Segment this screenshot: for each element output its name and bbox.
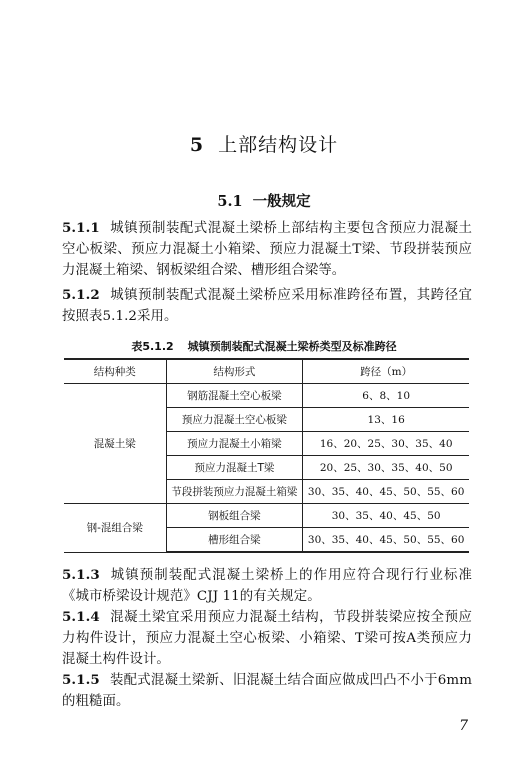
- form-cell: 预应力混凝土T梁: [166, 456, 303, 480]
- table-number: 表5.1.2: [131, 340, 174, 353]
- clause-5-1-4: [62, 607, 472, 670]
- clause-5-1-5: [62, 670, 472, 712]
- span-cell: 20、25、30、35、40、50: [303, 456, 469, 480]
- header-structure-form: 结构形式: [166, 359, 303, 384]
- clause-5-1-1: [62, 218, 472, 281]
- table-caption: [0, 338, 528, 354]
- type-cell: 钢-混组合梁: [64, 504, 166, 553]
- span-cell: 13、16: [303, 408, 469, 432]
- form-cell: 节段拼装预应力混凝土箱梁: [166, 480, 303, 504]
- span-table: [64, 358, 469, 553]
- table-header-row: [64, 359, 469, 384]
- form-cell: 预应力混凝土小箱梁: [166, 432, 303, 456]
- clause-number: 5.1.3: [62, 567, 100, 583]
- span-cell: 16、20、25、30、35、40: [303, 432, 469, 456]
- clause-text: 城镇预制装配式混凝土梁桥上的作用应符合现行行业标准《城市桥梁设计规范》CJJ 11的有关规定。: [62, 568, 472, 604]
- clause-5-1-2: [62, 285, 472, 327]
- header-span: 跨径（m）: [303, 359, 469, 384]
- section-title: 一般规定: [252, 193, 311, 210]
- span-cell: 30、35、40、45、50、55、60: [303, 528, 469, 553]
- clause-number: 5.1.5: [62, 672, 100, 688]
- table-title: 城镇预制装配式混凝土梁桥类型及标准跨径: [187, 340, 397, 353]
- chapter-heading: [0, 130, 528, 157]
- section-number: 5.1: [217, 193, 243, 210]
- page-number: 7: [459, 718, 468, 734]
- clause-number: 5.1.1: [62, 220, 100, 236]
- span-cell: 30、35、40、45、50、55、60: [303, 480, 469, 504]
- table-row: [64, 504, 469, 528]
- chapter-number: 5: [189, 134, 205, 156]
- clause-text: 城镇预制装配式混凝土梁桥上部结构主要包含预应力混凝土空心板梁、预应力混凝土小箱梁、预应力混凝土T梁、节段拼装预应力混凝土箱梁、钢板梁组合梁、槽形组合梁等。: [62, 221, 472, 278]
- span-cell: 6、8、10: [303, 384, 469, 408]
- section-heading: [0, 190, 528, 211]
- header-structure-type: 结构种类: [64, 359, 166, 384]
- form-cell: 钢板组合梁: [166, 504, 303, 528]
- form-cell: 槽形组合梁: [166, 528, 303, 553]
- clause-5-1-3: [62, 565, 472, 607]
- form-cell: 预应力混凝土空心板梁: [166, 408, 303, 432]
- type-cell: 混凝土梁: [64, 384, 166, 504]
- clause-text: 混凝土梁宜采用预应力混凝土结构，节段拼装梁应按全预应力构件设计，预应力混凝土空心板梁、小箱梁、T梁可按A类预应力混凝土构件设计。: [62, 610, 472, 667]
- clause-text: 装配式混凝土梁新、旧混凝土结合面应做成凹凸不小于6mm的粗糙面。: [62, 673, 472, 709]
- chapter-title: 上部结构设计: [218, 134, 339, 156]
- span-cell: 30、35、40、45、50: [303, 504, 469, 528]
- clause-text: 城镇预制装配式混凝土梁桥应采用标准跨径布置，其跨径宜按照表5.1.2采用。: [62, 288, 472, 324]
- clause-number: 5.1.4: [62, 609, 100, 625]
- table-row: [64, 384, 469, 408]
- form-cell: 钢筋混凝土空心板梁: [166, 384, 303, 408]
- clause-number: 5.1.2: [62, 287, 100, 303]
